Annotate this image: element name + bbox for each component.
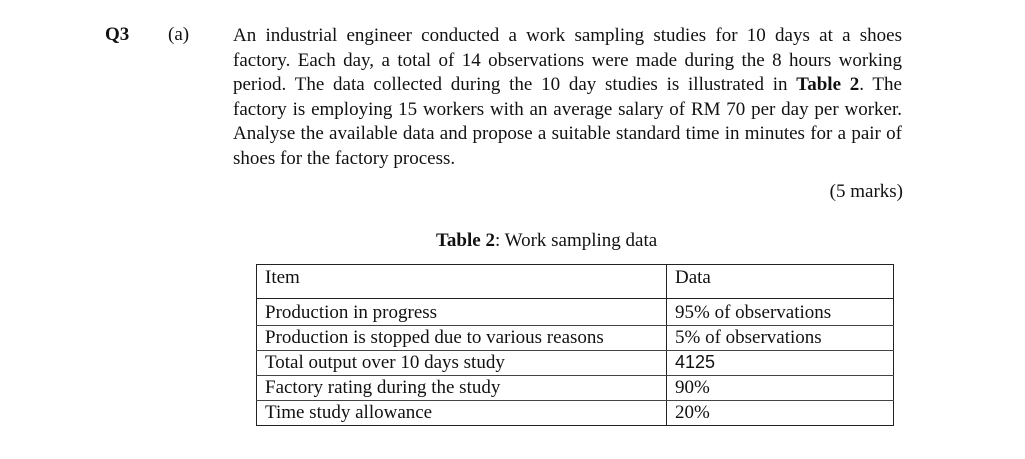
row-item: Production in progress <box>257 299 667 326</box>
table-header-row <box>257 265 894 299</box>
row-data: 20% <box>667 401 894 426</box>
table-row <box>257 326 894 351</box>
marks-label: (5 marks) <box>829 181 903 202</box>
row-data: 4125 <box>667 351 894 376</box>
table-caption-label: Table 2 <box>436 230 495 251</box>
header-item: Item <box>257 265 667 299</box>
row-data: 5% of observations <box>667 326 894 351</box>
row-item: Time study allowance <box>257 401 667 426</box>
row-data: 90% <box>667 376 894 401</box>
row-data: 95% of observations <box>667 299 894 326</box>
table-caption-text: : Work sampling data <box>494 230 658 251</box>
row-item: Factory rating during the study <box>257 376 667 401</box>
table-caption <box>436 230 657 252</box>
table-row <box>257 351 894 376</box>
table-row <box>257 401 894 426</box>
table-reference: Table 2 <box>796 74 860 96</box>
header-data: Data <box>667 265 894 299</box>
question-part: (a) <box>168 24 190 45</box>
question-text <box>233 24 902 172</box>
work-sampling-table <box>256 264 894 426</box>
question-number: Q3 <box>105 24 130 45</box>
row-item: Production is stopped due to various reasons <box>257 326 667 351</box>
row-item: Total output over 10 days study <box>257 351 667 376</box>
table-row <box>257 299 894 326</box>
question-text-end: . The factory is employing 15 workers with an average salary of RM 70 per day per worker. Analyse the available data and propose a suitable standard time in minutes for a pair of shoes for the factory process. <box>233 74 902 169</box>
table-row <box>257 376 894 401</box>
question-text-start: An industrial engineer conducted a work sampling studies for 10 days at a shoes factory. Each day, a total of 14 observations were made during the 8 hours working period. The data collected during the 10 day studies is illustrated in <box>233 25 902 96</box>
